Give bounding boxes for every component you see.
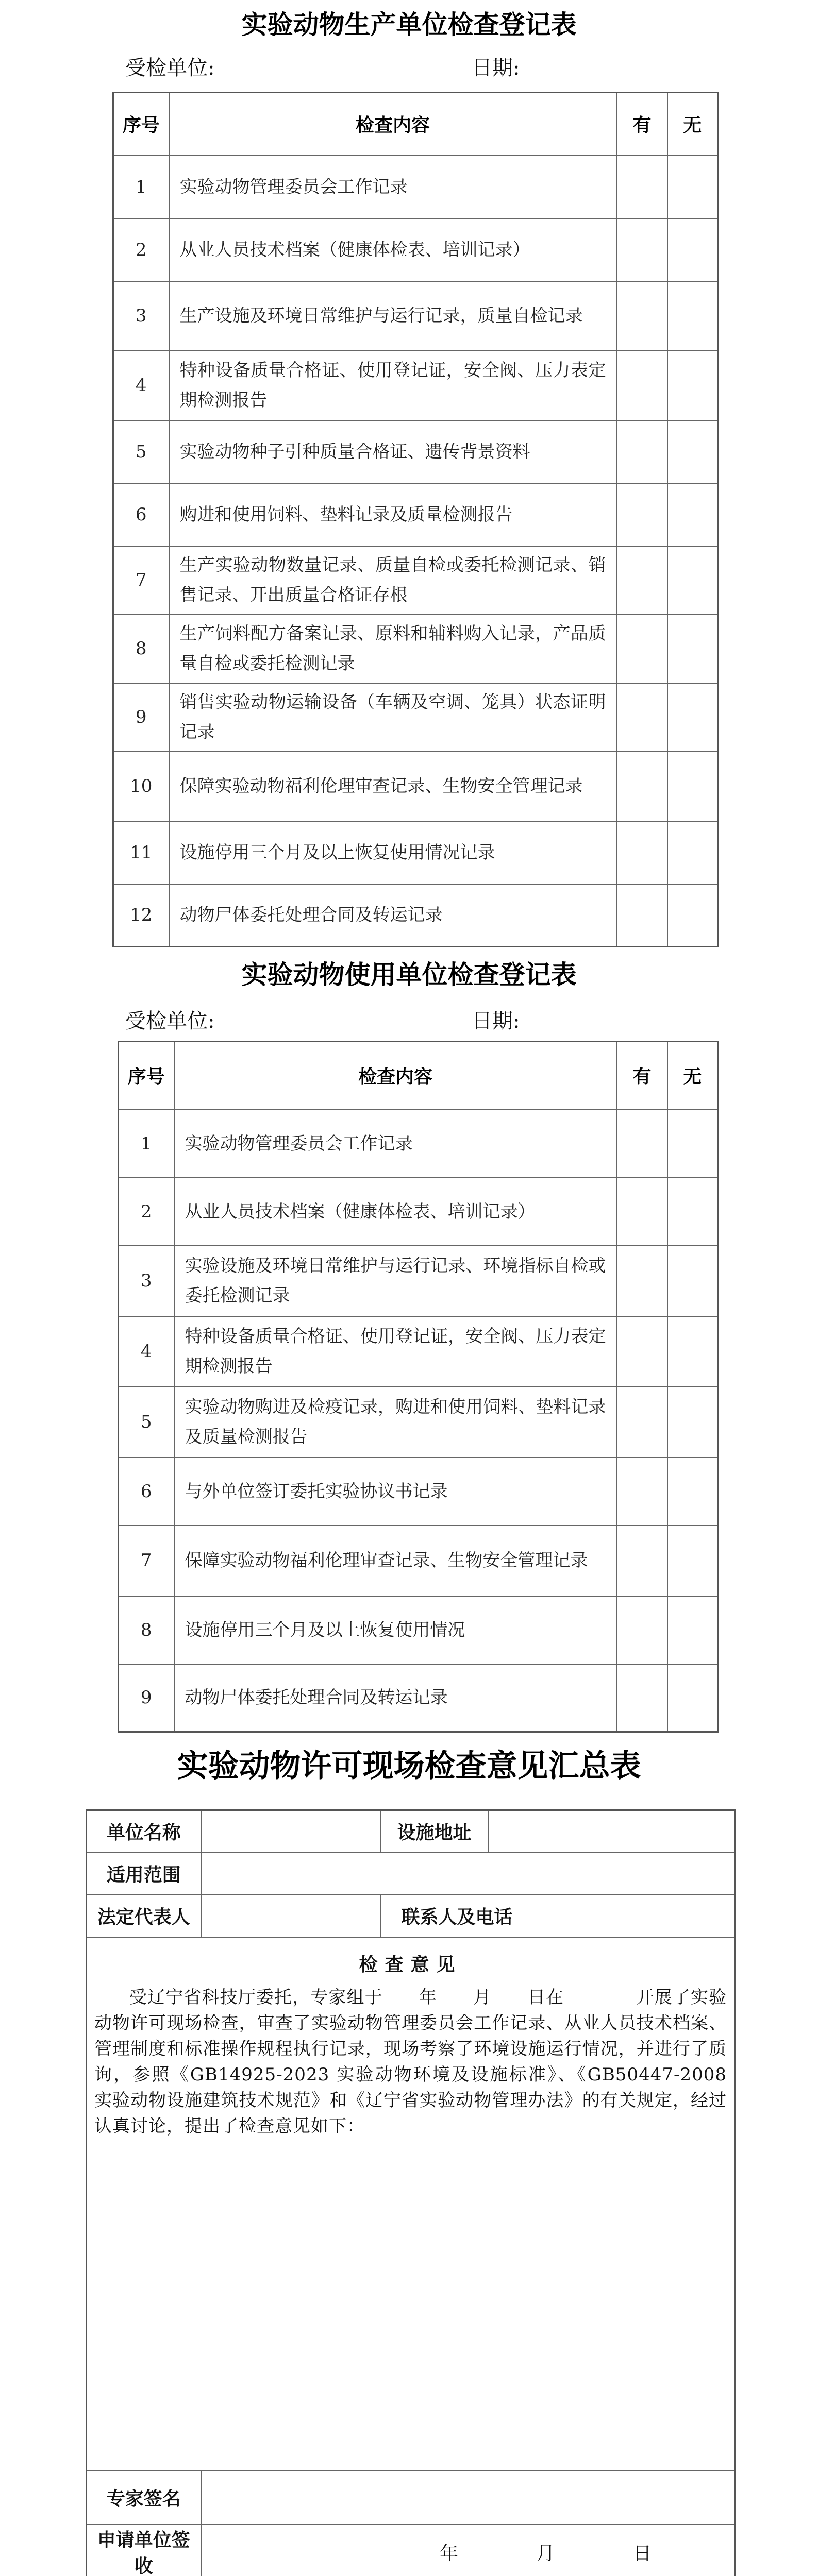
yes-cell[interactable] — [617, 1664, 667, 1732]
applicant-sign-label: 申请单位签收 — [87, 2524, 201, 2576]
table-row — [113, 615, 718, 683]
summary-note — [0, 2573, 818, 2576]
no-cell[interactable] — [667, 615, 718, 683]
row-number: 3 — [119, 1246, 174, 1316]
row-content: 动物尸体委托处理合同及转运记录 — [169, 884, 617, 947]
expert-sign-label: 专家签名 — [87, 2471, 201, 2524]
row-content: 特种设备质量合格证、使用登记证，安全阀、压力表定期检测报告 — [169, 351, 617, 420]
row-number: 5 — [113, 420, 169, 483]
row-content: 实验动物种子引种质量合格证、遗传背景资料 — [169, 420, 617, 483]
row-content: 销售实验动物运输设备（车辆及空调、笼具）状态证明记录 — [169, 683, 617, 752]
no-cell[interactable] — [667, 752, 718, 821]
row-number: 7 — [113, 546, 169, 615]
yes-cell[interactable] — [617, 1596, 667, 1664]
table-row — [119, 1246, 718, 1316]
no-cell[interactable] — [667, 218, 718, 281]
no-cell[interactable] — [667, 1526, 718, 1596]
row-number: 9 — [113, 683, 169, 752]
form1-table — [112, 92, 719, 947]
summary-title: 实验动物许可现场检查意见汇总表 — [177, 1748, 641, 1784]
row-number: 3 — [113, 281, 169, 351]
row-content: 动物尸体委托处理合同及转运记录 — [174, 1664, 617, 1732]
yes-cell[interactable] — [617, 821, 667, 884]
row-number: 2 — [119, 1178, 174, 1246]
table-row — [119, 1178, 718, 1246]
row-number: 10 — [113, 752, 169, 821]
row-number: 11 — [113, 821, 169, 884]
facility-address-label: 设施地址 — [380, 1810, 489, 1853]
row-number: 12 — [113, 884, 169, 947]
table-row — [119, 1526, 718, 1596]
summary-row-unit — [87, 1810, 735, 1853]
table-row — [119, 1596, 718, 1664]
row-number: 9 — [119, 1664, 174, 1732]
row-content: 实验设施及环境日常维护与运行记录、环境指标自检或委托检测记录 — [174, 1246, 617, 1316]
scope-field[interactable] — [201, 1853, 735, 1895]
legal-rep-label: 法定代表人 — [87, 1895, 201, 1937]
yes-cell[interactable] — [617, 752, 667, 821]
no-cell[interactable] — [667, 1178, 718, 1246]
table-row — [113, 483, 718, 546]
no-cell[interactable] — [667, 683, 718, 752]
header-no: 序号 — [119, 1042, 174, 1110]
unit-name-field[interactable] — [201, 1810, 380, 1853]
no-cell[interactable] — [667, 546, 718, 615]
row-content: 从业人员技术档案（健康体检表、培训记录） — [174, 1178, 617, 1246]
no-cell[interactable] — [667, 1246, 718, 1316]
contact-label: 联系人及电话 — [380, 1895, 735, 1937]
row-content: 实验动物管理委员会工作记录 — [169, 156, 617, 218]
yes-cell[interactable] — [617, 1526, 667, 1596]
opinion-text: 受辽宁省科技厅委托，专家组于 年 月 日在 开展了实验动物许可现场检查，审查了实验动物管理委员会工作记录、从业人员技术档案、管理制度和标准操作规程执行记录，现场考察了环境设施运行情况，并进行了质询，参照《GB14925-2023 实验动物环境及设施标准》、《GB50447-2008 实验动物设施建筑技术规范》和《辽宁省实验动物管理办法》的有关规定，经过认真讨论，提出了检查意见如下： — [94, 1987, 727, 2137]
scope-label: 适用范围 — [87, 1853, 201, 1895]
row-content: 实验动物管理委员会工作记录 — [174, 1110, 617, 1178]
row-content: 与外单位签订委托实验协议书记录 — [174, 1458, 617, 1526]
expert-sign-field[interactable] — [201, 2471, 735, 2524]
yes-cell[interactable] — [617, 156, 667, 218]
yes-cell[interactable] — [617, 1316, 667, 1387]
legal-rep-field[interactable] — [201, 1895, 380, 1937]
no-cell[interactable] — [667, 420, 718, 483]
yes-cell[interactable] — [617, 281, 667, 351]
header-content: 检查内容 — [174, 1042, 617, 1110]
form1-date-label: 日期: — [472, 56, 520, 80]
row-content: 特种设备质量合格证、使用登记证，安全阀、压力表定期检测报告 — [174, 1316, 617, 1387]
summary-row-applicant — [87, 2524, 735, 2576]
table-row — [113, 420, 718, 483]
facility-address-field[interactable] — [489, 1810, 735, 1853]
yes-cell[interactable] — [617, 420, 667, 483]
row-number: 1 — [119, 1110, 174, 1178]
row-content: 生产饲料配方备案记录、原料和辅料购入记录，产品质量自检或委托检测记录 — [169, 615, 617, 683]
table-row — [119, 1387, 718, 1458]
table-row — [113, 884, 718, 947]
header-yes: 有 — [617, 93, 667, 156]
summary-row-legal — [87, 1895, 735, 1937]
no-cell[interactable] — [667, 1387, 718, 1458]
header-no-col: 无 — [667, 93, 718, 156]
row-content: 设施停用三个月及以上恢复使用情况记录 — [169, 821, 617, 884]
no-cell[interactable] — [667, 1664, 718, 1732]
row-content: 生产设施及环境日常维护与运行记录，质量自检记录 — [169, 281, 617, 351]
row-content: 购进和使用饲料、垫料记录及质量检测报告 — [169, 483, 617, 546]
table-row — [119, 1664, 718, 1732]
row-number: 1 — [113, 156, 169, 218]
sign-date[interactable]: 年 月 日 — [201, 2524, 735, 2576]
table-row — [113, 683, 718, 752]
table-row — [119, 1110, 718, 1178]
yes-cell[interactable] — [617, 615, 667, 683]
table-row — [113, 156, 718, 218]
yes-cell[interactable] — [617, 1178, 667, 1246]
table-row — [113, 281, 718, 351]
no-cell[interactable] — [667, 1458, 718, 1526]
opinion-box[interactable] — [87, 1937, 735, 2471]
summary-row-opinion — [87, 1937, 735, 2471]
row-number: 8 — [119, 1596, 174, 1664]
form1-header-row — [113, 93, 718, 156]
row-content: 实验动物购进及检疫记录，购进和使用饲料、垫料记录及质量检测报告 — [174, 1387, 617, 1458]
unit-name-label: 单位名称 — [87, 1810, 201, 1853]
row-number: 5 — [119, 1387, 174, 1458]
row-content: 保障实验动物福利伦理审查记录、生物安全管理记录 — [169, 752, 617, 821]
yes-cell[interactable] — [617, 1110, 667, 1178]
no-cell[interactable] — [667, 351, 718, 420]
no-cell[interactable] — [667, 483, 718, 546]
no-cell[interactable] — [667, 281, 718, 351]
row-content: 从业人员技术档案（健康体检表、培训记录） — [169, 218, 617, 281]
summary-table — [86, 1809, 736, 2576]
form1-title: 实验动物生产单位检查登记表 — [241, 9, 577, 40]
table-row — [113, 218, 718, 281]
table-row — [119, 1316, 718, 1387]
form2-table — [118, 1041, 719, 1733]
no-cell[interactable] — [667, 1596, 718, 1664]
header-yes: 有 — [617, 1042, 667, 1110]
no-cell[interactable] — [667, 884, 718, 947]
row-number: 8 — [113, 615, 169, 683]
table-row — [113, 821, 718, 884]
yes-cell[interactable] — [617, 1458, 667, 1526]
header-content: 检查内容 — [169, 93, 617, 156]
row-content: 保障实验动物福利伦理审查记录、生物安全管理记录 — [174, 1526, 617, 1596]
table-row — [113, 351, 718, 420]
table-row — [113, 752, 718, 821]
table-row — [113, 546, 718, 615]
form2-unit-label: 受检单位: — [125, 1009, 215, 1033]
table-row — [119, 1458, 718, 1526]
no-cell[interactable] — [667, 821, 718, 884]
yes-cell[interactable] — [617, 546, 667, 615]
yes-cell[interactable] — [617, 218, 667, 281]
summary-row-scope — [87, 1853, 735, 1895]
form1-unit-label: 受检单位: — [125, 56, 215, 80]
row-content: 设施停用三个月及以上恢复使用情况 — [174, 1596, 617, 1664]
row-number: 4 — [119, 1316, 174, 1387]
yes-cell[interactable] — [617, 683, 667, 752]
row-number: 6 — [113, 483, 169, 546]
summary-row-expert — [87, 2471, 735, 2524]
form2-title: 实验动物使用单位检查登记表 — [241, 959, 577, 990]
header-no: 序号 — [113, 93, 169, 156]
row-number: 7 — [119, 1526, 174, 1596]
form2-date-label: 日期: — [472, 1009, 520, 1033]
no-cell[interactable] — [667, 1316, 718, 1387]
header-no-col: 无 — [667, 1042, 718, 1110]
row-number: 4 — [113, 351, 169, 420]
no-cell[interactable] — [667, 1110, 718, 1178]
row-number: 2 — [113, 218, 169, 281]
opinion-heading: 检查意见 — [359, 1954, 462, 1975]
yes-cell[interactable] — [617, 1246, 667, 1316]
yes-cell[interactable] — [617, 483, 667, 546]
form2-header-row — [119, 1042, 718, 1110]
row-number: 6 — [119, 1458, 174, 1526]
yes-cell[interactable] — [617, 351, 667, 420]
yes-cell[interactable] — [617, 1387, 667, 1458]
yes-cell[interactable] — [617, 884, 667, 947]
no-cell[interactable] — [667, 156, 718, 218]
row-content: 生产实验动物数量记录、质量自检或委托检测记录、销售记录、开出质量合格证存根 — [169, 546, 617, 615]
